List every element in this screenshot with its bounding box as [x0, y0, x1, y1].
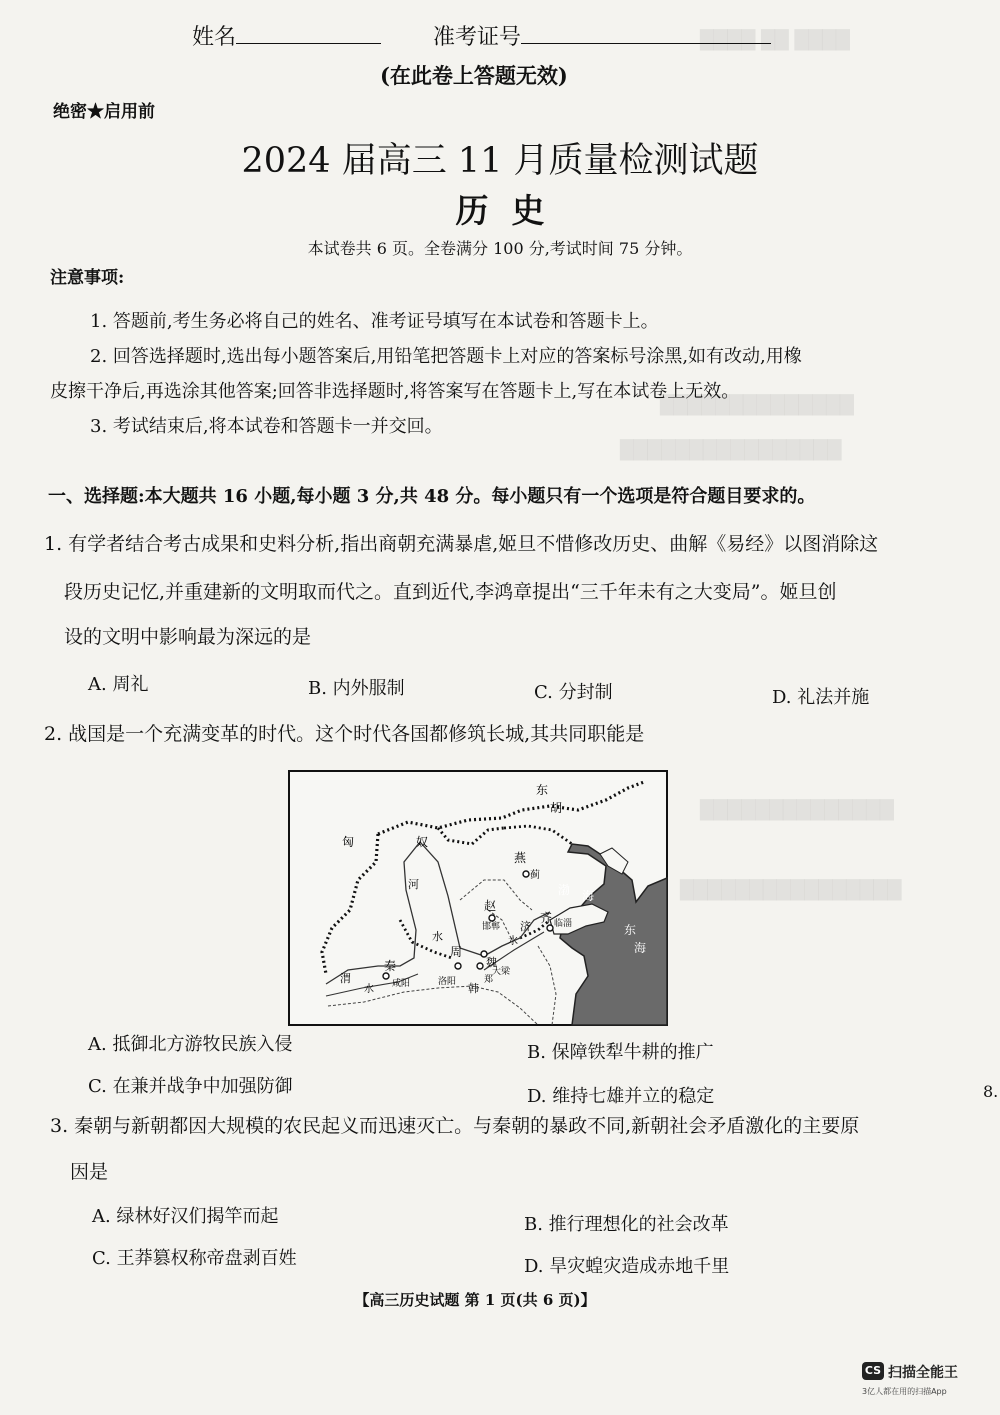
notice-item-1: 1. 答题前,考生务必将自己的姓名、准考证号填写在本试卷和答题卡上。: [90, 311, 659, 332]
question-2-option-d[interactable]: D. 维持七雄并立的稳定: [527, 1086, 715, 1107]
name-blank[interactable]: [236, 20, 381, 44]
notice-item-2: 2. 回答选择题时,选出每小题答案后,用铅笔把答题卡上对应的答案标号涂黑,如有改动,用橡: [90, 346, 802, 367]
label-yan: 燕: [514, 851, 527, 865]
label-ji-river: 济: [520, 920, 531, 933]
exam-id-field: [433, 20, 771, 51]
question-3-option-a[interactable]: A. 绿林好汉们揭竿而起: [92, 1206, 279, 1227]
label-hai-1: 海: [582, 889, 595, 903]
label-he: 河: [408, 878, 419, 891]
question-3-option-b[interactable]: B. 推行理想化的社会改革: [524, 1214, 729, 1235]
label-daliang: 大梁: [492, 967, 511, 977]
scanner-logo-badge: CS: [862, 1362, 884, 1380]
bleed-through: ██████████████: [700, 800, 894, 821]
question-2-option-b[interactable]: B. 保障铁犁牛耕的推广: [527, 1042, 714, 1063]
question-1-stem-cont: 段历史记忆,并重建新的文明取而代之。直到近代,李鸿章提出“三千年未有之大变局”。姬旦创: [64, 581, 837, 603]
scanner-tagline: 3亿人都在用的扫描App: [862, 1387, 947, 1396]
name-label: 姓名: [192, 25, 237, 51]
invalid-note: (在此卷上答题无效): [380, 63, 568, 88]
question-1-option-d[interactable]: D. 礼法并施: [772, 687, 870, 708]
label-luoyang: 洛阳: [438, 977, 457, 987]
scanner-app-name: 扫描全能王: [888, 1365, 958, 1381]
secret-mark: 绝密★启用前: [53, 102, 155, 122]
exam-info: 本试卷共 6 页。全卷满分 100 分,考试时间 75 分钟。: [307, 239, 693, 258]
map-svg: [288, 770, 668, 1026]
label-qin: 秦: [384, 959, 397, 973]
name-field: [192, 20, 381, 51]
label-xianyang: 咸阳: [392, 979, 411, 989]
subject-title: 历 史: [455, 191, 545, 230]
label-hai-2: 海: [634, 941, 647, 955]
label-zheng: 郑: [484, 975, 494, 985]
label-linzi: 临淄: [554, 919, 573, 929]
exam-title: 2024 届高三 11 月质量检测试题: [241, 141, 759, 181]
page-footer: 【高三历史试题 第 1 页(共 6 页)】: [354, 1291, 596, 1309]
bleed-through: ████████████████: [680, 880, 902, 901]
bleed-through: ████████████████: [620, 440, 842, 461]
label-donghu-2: 胡: [550, 801, 563, 815]
label-zhou: 周: [450, 945, 463, 959]
question-1-stem: 1. 有学者结合考古成果和史料分析,指出商朝充满暴虐,姬旦不惜修改历史、曲解《易经》以图消除这: [44, 533, 879, 555]
label-shui-1: 水: [432, 930, 443, 943]
question-3-option-c[interactable]: C. 王莽篡权称帝盘剥百姓: [92, 1248, 297, 1269]
section-heading: 一、选择题:本大题共 16 小题,每小题 3 分,共 48 分。每小题只有一个选项是符合题目要求的。: [48, 486, 816, 507]
label-bo: 渤: [558, 883, 571, 897]
question-1-option-a[interactable]: A. 周礼: [88, 674, 149, 695]
label-wei-river: 渭: [340, 972, 351, 985]
margin-mark: 8.: [983, 1082, 999, 1101]
notice-item-2-cont: 皮擦干净后,再选涂其他答案;回答非选择题时,将答案写在答题卡上,写在本试卷上无效。: [50, 381, 740, 402]
label-shui-2: 水: [508, 936, 518, 947]
notice-item-3: 3. 考试结束后,将本试卷和答题卡一并交回。: [90, 416, 443, 437]
exam-id-blank[interactable]: [521, 20, 771, 44]
question-3-stem: 3. 秦朝与新朝都因大规模的农民起义而迅速灭亡。与秦朝的暴政不同,新朝社会矛盾激化的主要原: [50, 1115, 860, 1137]
label-qi: 齐: [540, 911, 553, 925]
notice-heading: 注意事项:: [50, 268, 125, 288]
label-han: 韩: [468, 982, 479, 995]
question-2-option-a[interactable]: A. 抵御北方游牧民族入侵: [88, 1034, 293, 1055]
question-2-option-c[interactable]: C. 在兼并战争中加强防御: [88, 1076, 293, 1097]
question-1-option-b[interactable]: B. 内外服制: [308, 678, 405, 699]
scanner-watermark: [862, 1362, 992, 1406]
bleed-through: ██████████████: [660, 395, 854, 416]
warring-states-map: [288, 770, 668, 1026]
label-donghu-1: 东: [536, 783, 549, 797]
label-handan: 邯郸: [482, 922, 501, 932]
exam-id-label: 准考证号: [433, 25, 522, 51]
label-xiongnu-1: 匈: [342, 835, 355, 849]
label-zhao: 赵: [484, 899, 497, 913]
label-ji: 蓟: [530, 870, 540, 881]
question-2-stem: 2. 战国是一个充满变革的时代。这个时代各国都修筑长城,其共同职能是: [44, 723, 645, 745]
label-wei-state: 魏: [486, 956, 497, 969]
label-shui-3: 水: [364, 984, 374, 995]
bleed-through: ████ ██ ████: [700, 30, 850, 51]
question-3-stem-cont: 因是: [70, 1161, 109, 1183]
question-1-stem-cont: 设的文明中影响最为深远的是: [64, 626, 312, 648]
question-1-option-c[interactable]: C. 分封制: [534, 682, 613, 703]
question-3-option-d[interactable]: D. 旱灾蝗灾造成赤地千里: [524, 1256, 730, 1277]
label-xiongnu-2: 奴: [416, 835, 429, 849]
label-dong: 东: [624, 923, 637, 937]
